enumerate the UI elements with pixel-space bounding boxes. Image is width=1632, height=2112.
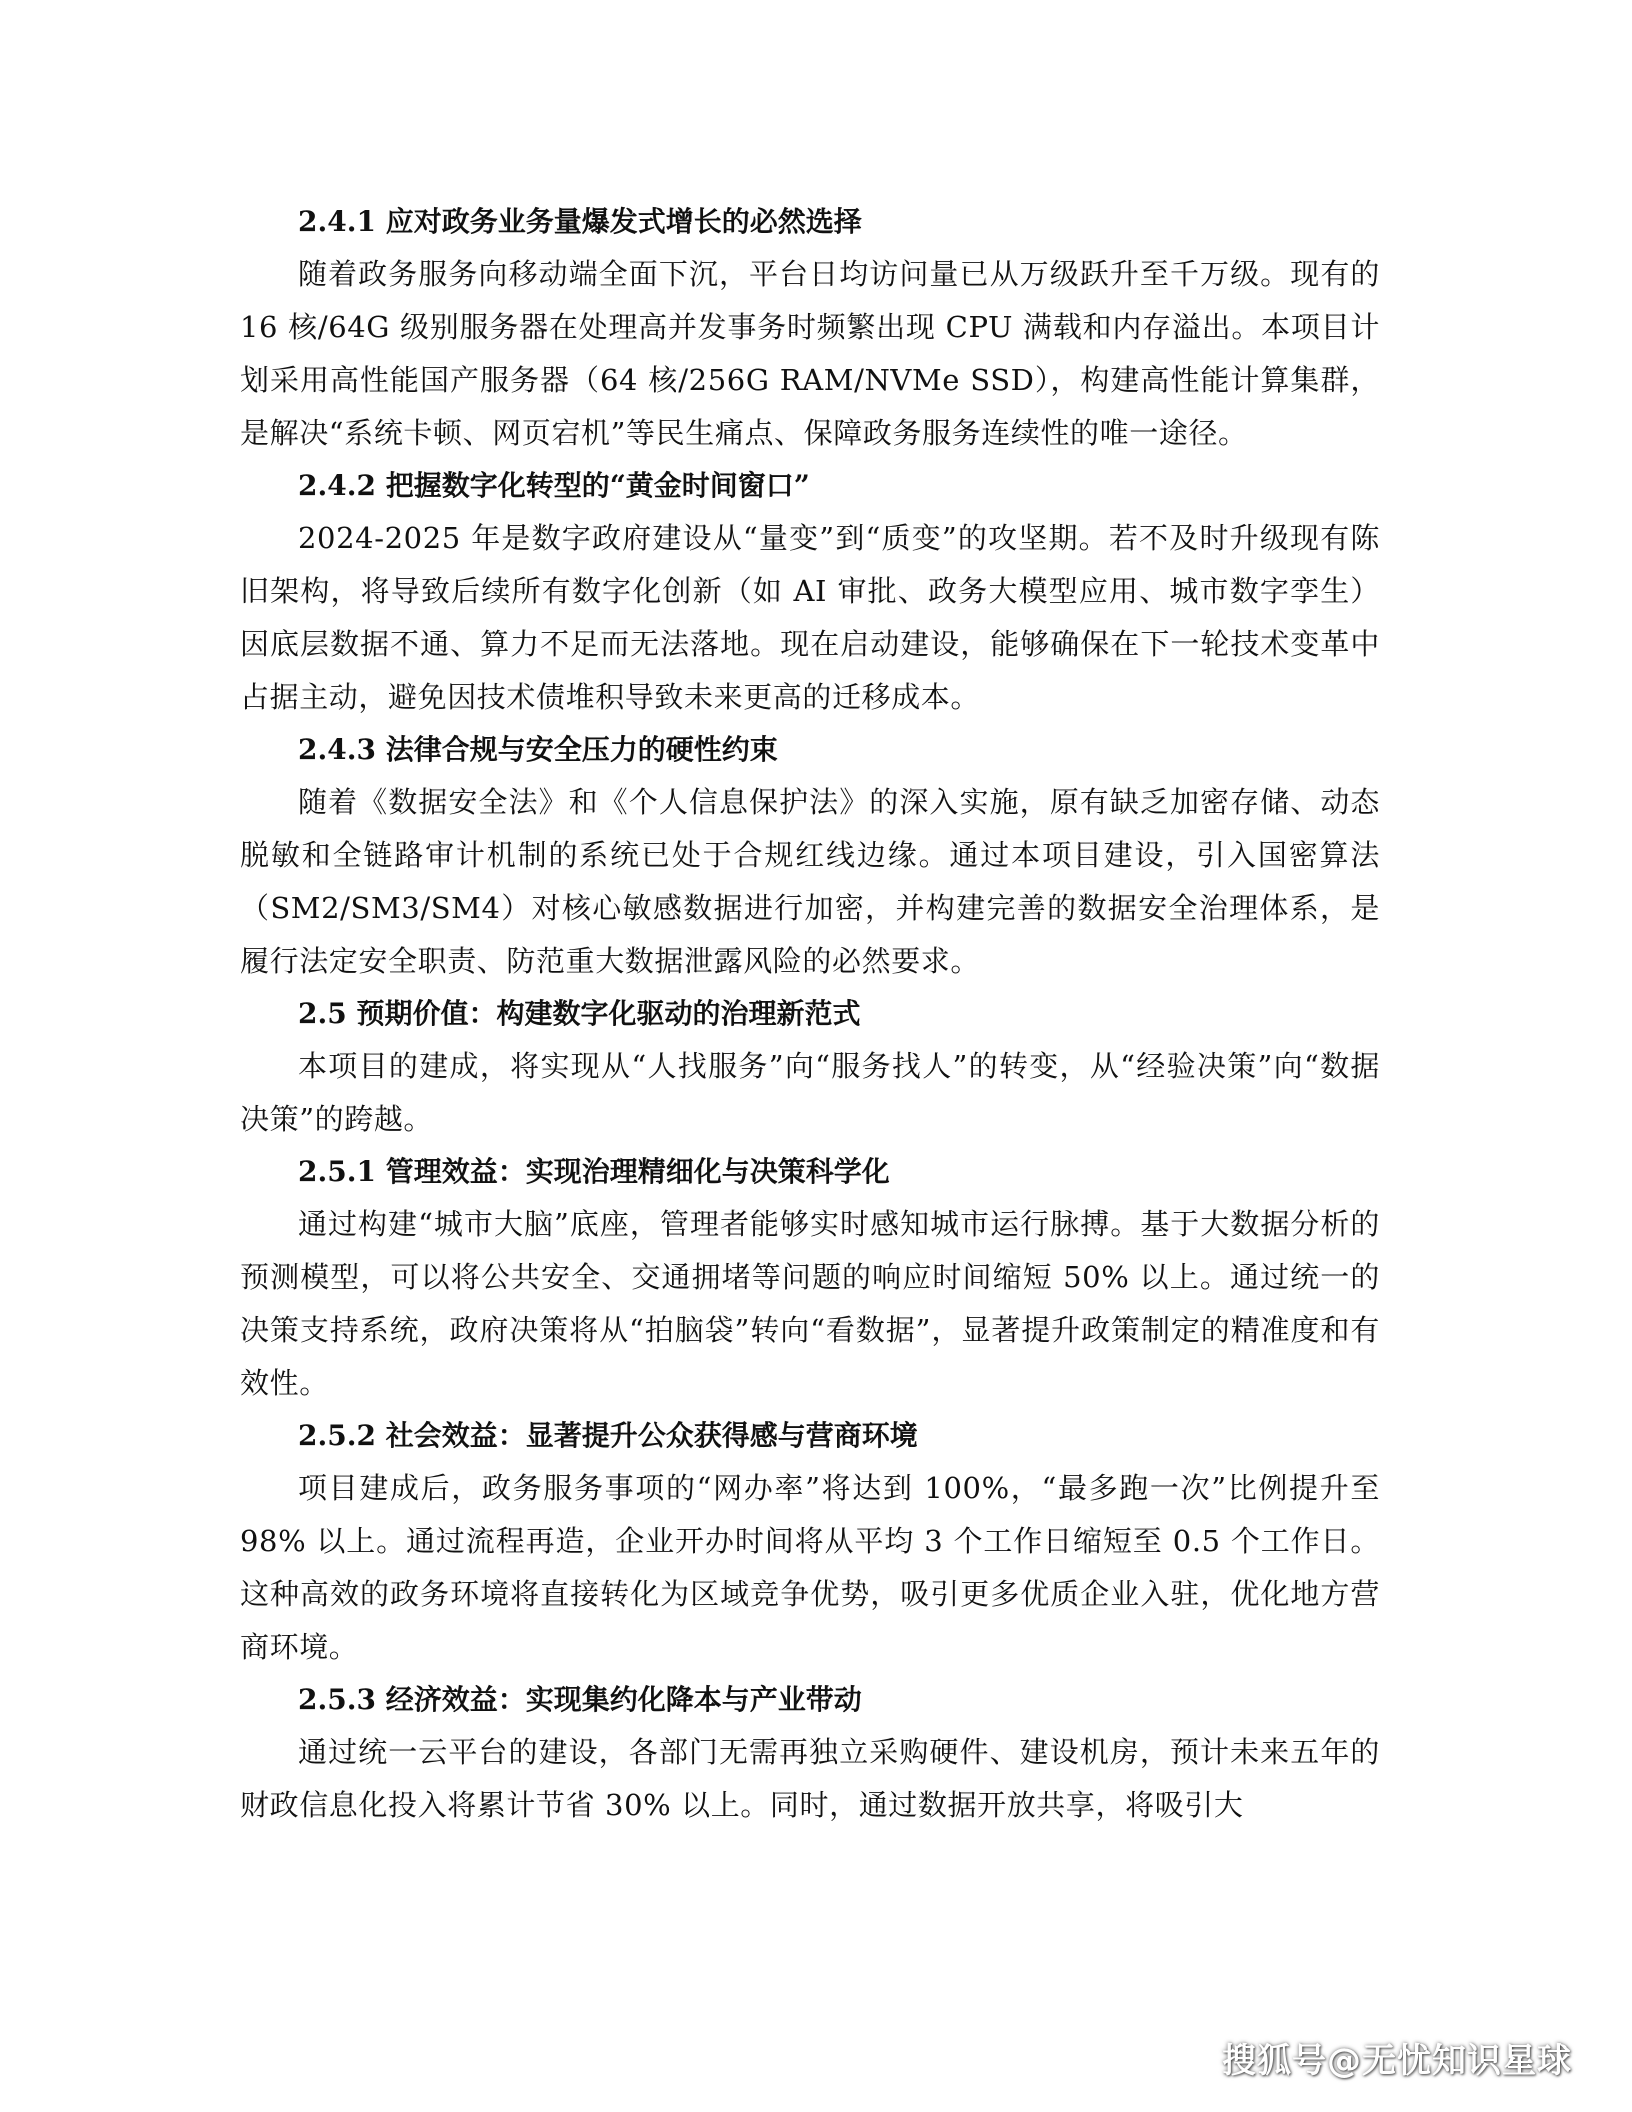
section-2-4-1 [240,196,1380,460]
section-heading: 2.5.1 管理效益：实现治理精细化与决策科学化 [298,1155,890,1188]
section-paragraph: 本项目的建成，将实现从“人找服务”向“服务找人”的转变，从“经验决策”向“数据决策”的跨越。 [240,1049,1380,1136]
section-paragraph: 随着政务服务向移动端全面下沉，平台日均访问量已从万级跃升至千万级。现有的 16 核/64G 级别服务器在处理高并发事务时频繁出现 CPU 满载和内存溢出。本项目计划采用高性能国产服务器（64 核/256G RAM/NVMe SSD），构建高性能计算集群，是解决“系统卡顿、网页宕机”等民生痛点、保障政务服务连续性的唯一途径。 [240,257,1380,450]
section-paragraph: 通过构建“城市大脑”底座，管理者能够实时感知城市运行脉搏。基于大数据分析的预测模型，可以将公共安全、交通拥堵等问题的响应时间缩短 50% 以上。通过统一的决策支持系统，政府决策将从“拍脑袋”转向“看数据”，显著提升政策制定的精准度和有效性。 [240,1207,1380,1400]
document-page [240,196,1380,1832]
section-paragraph: 随着《数据安全法》和《个人信息保护法》的深入实施，原有缺乏加密存储、动态脱敏和全链路审计机制的系统已处于合规红线边缘。通过本项目建设，引入国密算法（SM2/SM3/SM4）对核心敏感数据进行加密，并构建完善的数据安全治理体系，是履行法定安全职责、防范重大数据泄露风险的必然要求。 [240,785,1380,978]
section-2-4-3 [240,724,1380,988]
section-2-5-3 [240,1674,1380,1832]
section-2-4-2 [240,460,1380,724]
section-heading: 2.4.2 把握数字化转型的“黄金时间窗口” [298,469,810,502]
section-heading: 2.5.3 经济效益：实现集约化降本与产业带动 [298,1683,862,1716]
section-2-5 [240,988,1380,1146]
section-heading: 2.5.2 社会效益：显著提升公众获得感与营商环境 [298,1419,918,1452]
section-2-5-1 [240,1146,1380,1410]
section-paragraph: 项目建成后，政务服务事项的“网办率”将达到 100%，“最多跑一次”比例提升至 98% 以上。通过流程再造，企业开办时间将从平均 3 个工作日缩短至 0.5 个工作日。这种高效的政务环境将直接转化为区域竞争优势，吸引更多优质企业入驻，优化地方营商环境。 [240,1471,1380,1664]
section-heading: 2.4.1 应对政务业务量爆发式增长的必然选择 [298,205,862,238]
section-heading: 2.5 预期价值：构建数字化驱动的治理新范式 [298,997,861,1030]
section-2-5-2 [240,1410,1380,1674]
section-paragraph: 通过统一云平台的建设，各部门无需再独立采购硬件、建设机房，预计未来五年的财政信息化投入将累计节省 30% 以上。同时，通过数据开放共享，将吸引大 [240,1735,1380,1822]
section-heading: 2.4.3 法律合规与安全压力的硬性约束 [298,733,778,766]
watermark: 搜狐号@无忧知识星球 [1222,2041,1572,2081]
section-paragraph: 2024-2025 年是数字政府建设从“量变”到“质变”的攻坚期。若不及时升级现有陈旧架构，将导致后续所有数字化创新（如 AI 审批、政务大模型应用、城市数字孪生）因底层数据不通、算力不足而无法落地。现在启动建设，能够确保在下一轮技术变革中占据主动，避免因技术债堆积导致未来更高的迁移成本。 [240,521,1380,714]
